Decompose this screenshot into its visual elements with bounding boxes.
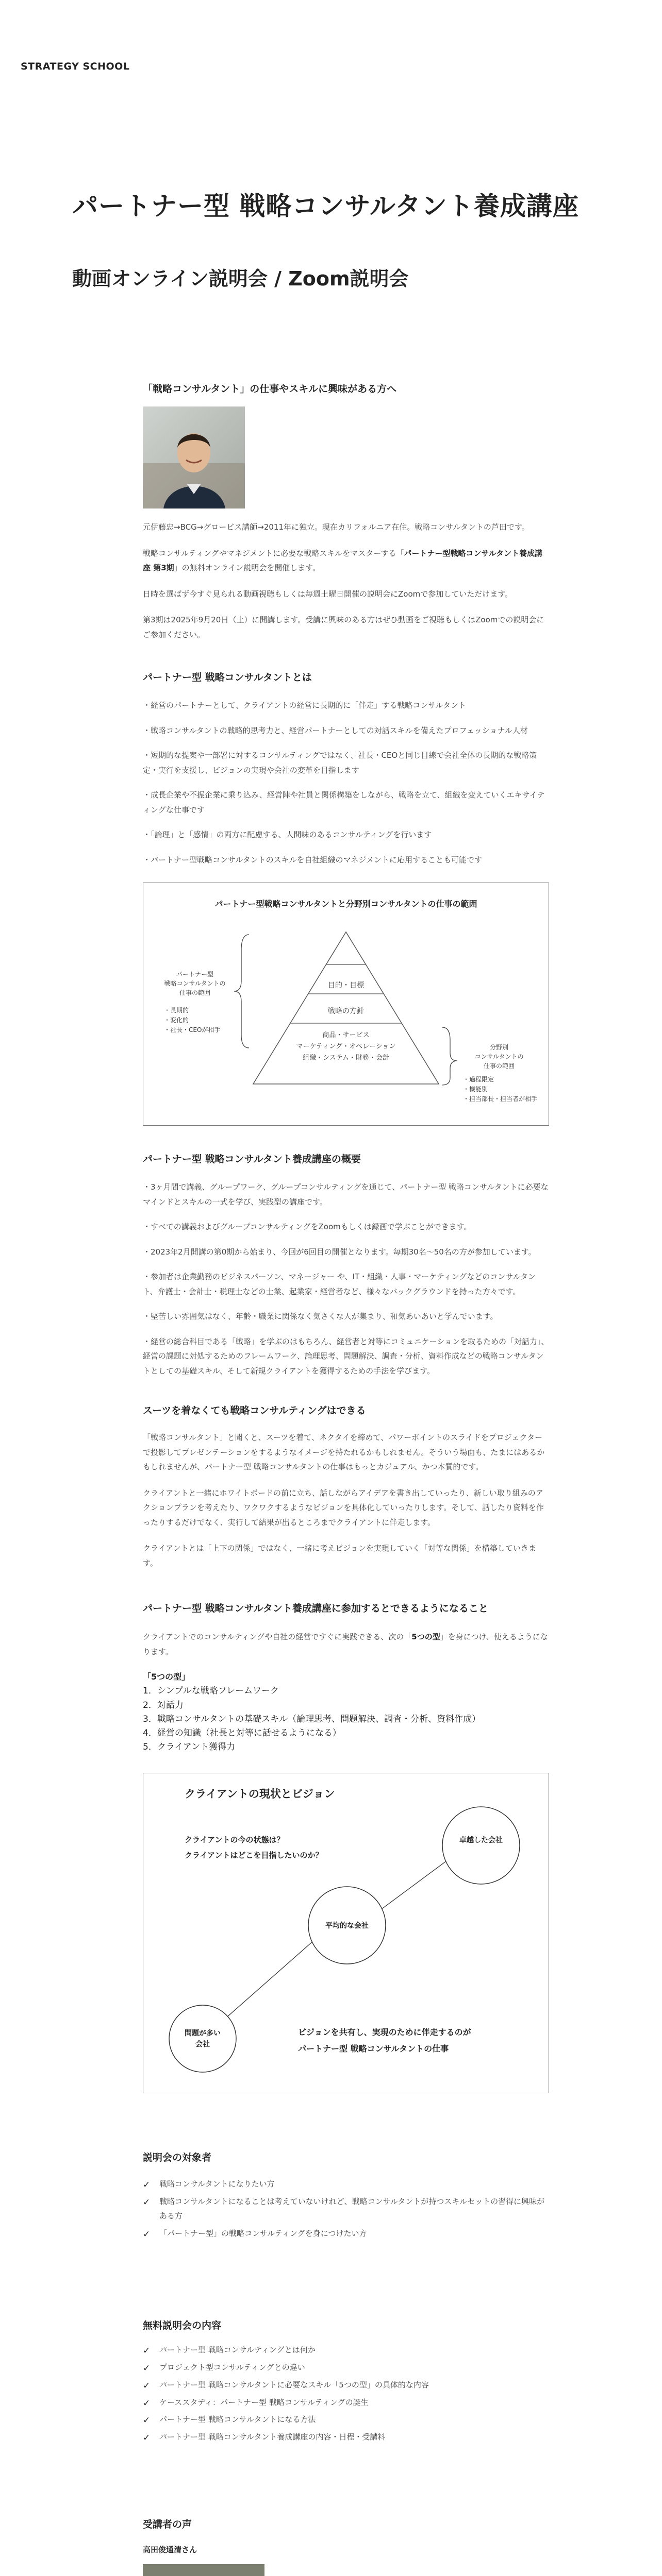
list-item: ✓ 戦略コンサルタントになりたい方 xyxy=(143,2177,550,2192)
overview-bullet: ・3ヶ月間で講義、グループワーク、グループコンサルティングを通じて、パートナー型 戦略コンサルタントに必要なマインドとスキルの一式を学び、実践型の講座です。 xyxy=(143,1182,549,1207)
check-icon: ✓ xyxy=(143,2415,151,2426)
pyramid-tier-top: 目的・目標 xyxy=(328,981,364,990)
page-subtitle: 動画オンライン説明会 / Zoom説明会 xyxy=(72,267,409,290)
vision-diagram xyxy=(143,1773,549,2093)
partner-bullet: ・経営のパートナーとして、クライアントの経営に長期的に「伴走」する戦略コンサルタント xyxy=(143,701,466,710)
list-item: ✓ 戦略コンサルタントになることは考えていないけれど、戦略コンサルタントが持つスキルセットの習得に興味がある方 xyxy=(143,2195,550,2224)
intro-paragraph-4: 第3期は2025年9月20日（土）に開講します。受講に興味のある方はぜひ動画をご視聴もしくはZoomでの説明会にご参加ください。 xyxy=(143,615,544,639)
pyramid-tier-middle: 戦略の方針 xyxy=(328,1007,364,1015)
attend-paragraph: クライアントでのコンサルティングや自社の経営ですぐに実践できる、次の「5つの型」を身につけ、使えるようになります。 xyxy=(143,1632,548,1656)
overview-bullet: ・すべての講義およびグループコンサルティングをZoomもしくは録画で学ぶことができます。 xyxy=(143,1222,472,1231)
list-item: ✓ 「パートナー型」の戦略コンサルティングを身につけたい方 xyxy=(143,2227,550,2241)
check-icon: ✓ xyxy=(143,2197,151,2208)
check-icon: ✓ xyxy=(143,2398,151,2409)
overview-bullet: ・参加者は企業勤務のビジネスパーソン、マネージャー や、IT・組織・人事・マーケティングなどのコンサルタント、弁護士・会計士・税理士などの士業、起業家・経営者など、様々なバックグラウンドを持った方々です。 xyxy=(143,1272,536,1296)
pyramid-title: パートナー型戦略コンサルタントと分野別コンサルタントの仕事の範囲 xyxy=(214,899,477,909)
voices-heading: 受講者の声 xyxy=(143,2518,192,2530)
free-heading: 無料説明会の内容 xyxy=(143,2320,222,2332)
overview-bullets xyxy=(143,1180,550,1378)
pyramid-diagram xyxy=(143,883,549,1126)
target-list xyxy=(143,2177,550,2241)
vision-caption-2: パートナー型 戦略コンサルタントの仕事 xyxy=(298,2044,449,2054)
vision-title: クライアントの現状とビジョン xyxy=(185,1788,335,1801)
testimonial-name: 高田俊通清さん xyxy=(143,2545,197,2554)
suit-paragraph-3: クライアントとは「上下の関係」ではなく、一緒に考えビジョンを実現していく「対等な関係」を構築していきます。 xyxy=(143,1544,536,1568)
check-icon: ✓ xyxy=(143,2380,151,2391)
pyramid-right-label: 分野別 コンサルタントの 仕事の範囲 xyxy=(474,1044,524,1070)
list-item: ✓ プロジェクト型コンサルティングとの違い xyxy=(143,2361,550,2375)
check-icon: ✓ xyxy=(143,2346,151,2357)
check-icon: ✓ xyxy=(143,2363,151,2374)
presenter-portrait xyxy=(143,406,245,509)
list-item: ✓ ケーススタディ：パートナー型 戦略コンサルティングの誕生 xyxy=(143,2396,550,2410)
suit-paragraph-1: 「戦略コンサルタント」と聞くと、スーツを着て、ネクタイを締めて、パワーポイントのスライドをプロジェクターで投影してプレゼンテーションをするようなイメージを持たれるかもしれません。そういう場面も、たまにはあるかもしれませんが、パートナー型 戦略コンサルタントの仕事はもっとカジュアル、かつ本質的です。 xyxy=(143,1433,545,1471)
check-icon: ✓ xyxy=(143,2433,151,2444)
circle-start-label: 問題が多い会社 xyxy=(185,2029,221,2049)
main-content xyxy=(143,381,550,2576)
partner-bullet: ・パートナー型戦略コンサルタントのスキルを自社組織のマネジメントに応用することも可能です xyxy=(143,855,483,865)
list-item: ✓ パートナー型 戦略コンサルタントになる方法 xyxy=(143,2413,550,2427)
partner-bullets xyxy=(143,698,550,867)
pyramid-left-label: パートナー型 戦略コンサルタントの 仕事の範囲 xyxy=(164,971,226,996)
target-heading: 説明会の対象者 xyxy=(143,2152,212,2164)
five-types-list xyxy=(143,1684,550,1754)
list-item: ✓ パートナー型 戦略コンサルティングとは何か xyxy=(143,2343,550,2358)
vision-question-2: クライアントはどこを目指したいのか？ xyxy=(185,1851,323,1860)
page-title: パートナー型 戦略コンサルタント養成講座 xyxy=(72,191,579,221)
partner-bullet: ・成長企業や不振企業に乗り込み、経営陣や社員と関係構築をしながら、戦略を立て、組織を変えていくエキサイティングな仕事です xyxy=(143,790,545,815)
list-item: 3．戦略コンサルタントの基礎スキル（論理思考、問題解決、調査・分析、資料作成） xyxy=(143,1714,481,1724)
intro-heading: 「戦略コンサルタント」の仕事やスキルに興味がある方へ xyxy=(143,383,397,395)
free-list xyxy=(143,2343,550,2445)
overview-bullet: ・経営の総合科目である「戦略」を学ぶのはもちろん、経営者と対等にコミュニケーションを取るための「対話力」、経営の課題に対処するためのフレームワーク、論理思考、問題解決、調査・分析、資料作成などの戦略コンサルタントとしての基礎スキル、そして新規クライアントを獲得するための手法を学びます。 xyxy=(143,1336,549,1376)
intro-paragraph-3: 日時を選ばず今すぐ見られる動画視聴もしくは毎週土曜日開催の説明会にZoomで参加していただけます。 xyxy=(143,589,513,599)
overview-heading: パートナー型 戦略コンサルタント養成講座の概要 xyxy=(143,1154,361,1165)
vision-question-1: クライアントの今の状態は？ xyxy=(185,1835,285,1845)
intro-paragraph-1: 元伊藤忠→BCG→グロービス講師→2011年に独立。現在カリフォルニア在住。戦略コンサルタントの芦田です。 xyxy=(143,522,529,532)
testimonial-photo xyxy=(143,2564,264,2576)
suit-heading: スーツを着なくても戦略コンサルティングはできる xyxy=(143,1405,366,1416)
overview-bullet: ・2023年2月開講の第0期から始まり、今回が6回目の開催となります。毎期30名〜50名の方が参加しています。 xyxy=(143,1247,536,1257)
check-icon: ✓ xyxy=(143,2180,151,2191)
partner-bullet: ・戦略コンサルタントの戦略的思考力と、経営パートナーとしての対話スキルを備えたプロフェッショナル人材 xyxy=(143,725,528,735)
course-name: パートナー型戦略コンサルタント養成講座 第3期 xyxy=(143,548,543,572)
overview-bullet: ・堅苦しい雰囲気はなく、年齢・職業に関係なく気さくな人が集まり、和気あいあいと学んでいます。 xyxy=(143,1312,498,1321)
list-item: 5．クライアント獲得力 xyxy=(143,1742,236,1753)
list-item: 1．シンプルな戦略フレームワーク xyxy=(143,1686,279,1697)
five-types-title: 「5つの型」 xyxy=(143,1672,190,1682)
suit-paragraph-2: クライアントと一緒にホワイトボードの前に立ち、話しながらアイデアを書き出していったり、新しい取り組みのアクションプランを考えたり、ワクワクするようなビジョンを具体化していったりします。そして、話したり資料を作ったりするだけでなく、実行して結果が出るところまでクライアントに伴走します。 xyxy=(143,1488,544,1527)
brand-logo[interactable]: STRATEGY SCHOOL xyxy=(21,61,130,72)
intro-paragraph-2: 戦略コンサルティングやマネジメントに必要な戦略スキルをマスターする「パートナー型戦略コンサルタント養成講座 第3期」の無料オンライン説明会を開催します。 xyxy=(143,548,543,572)
partner-bullet: ・「論理」と「感情」の両方に配慮する、人間味のあるコンサルティングを行います xyxy=(143,830,432,839)
partner-heading: パートナー型 戦略コンサルタントとは xyxy=(143,672,312,683)
list-item: 2．対話力 xyxy=(143,1700,184,1710)
circle-goal-label: 卓越した会社 xyxy=(459,1836,503,1845)
circle-mid-label: 平均的な会社 xyxy=(325,1922,369,1930)
list-item: ✓ パートナー型 戦略コンサルタント養成講座の内容・日程・受講料 xyxy=(143,2430,550,2445)
check-icon: ✓ xyxy=(143,2229,151,2240)
pyramid-tier-lower: 商品・サービス マーケティング・オペレーション 組織・システム・財務・会計 xyxy=(296,1031,396,1062)
attend-heading: パートナー型 戦略コンサルタント養成講座に参加するとできるようになること xyxy=(143,1603,488,1614)
vision-caption-1: ビジョンを共有し、実現のために伴走するのが xyxy=(298,2027,471,2038)
list-item: 4．経営の知識（社長と対等に話せるようになる） xyxy=(143,1728,341,1738)
partner-bullet: ・短期的な提案や一部署に対するコンサルティングではなく、社長・CEOと同じ目線で会社全体の長期的な戦略策定・実行を支援し、ビジョンの実現や会社の変革を目指します xyxy=(143,751,537,775)
list-item: ✓ パートナー型 戦略コンサルタントに必要なスキル「5つの型」の具体的な内容 xyxy=(143,2378,550,2393)
pyramid-right-bullets: ・過程限定 ・機能別 ・担当部長・担当者が相手 xyxy=(463,1076,538,1103)
pyramid-left-bullets: ・長期的 ・変化的 ・社長・CEOが相手 xyxy=(164,1007,221,1034)
